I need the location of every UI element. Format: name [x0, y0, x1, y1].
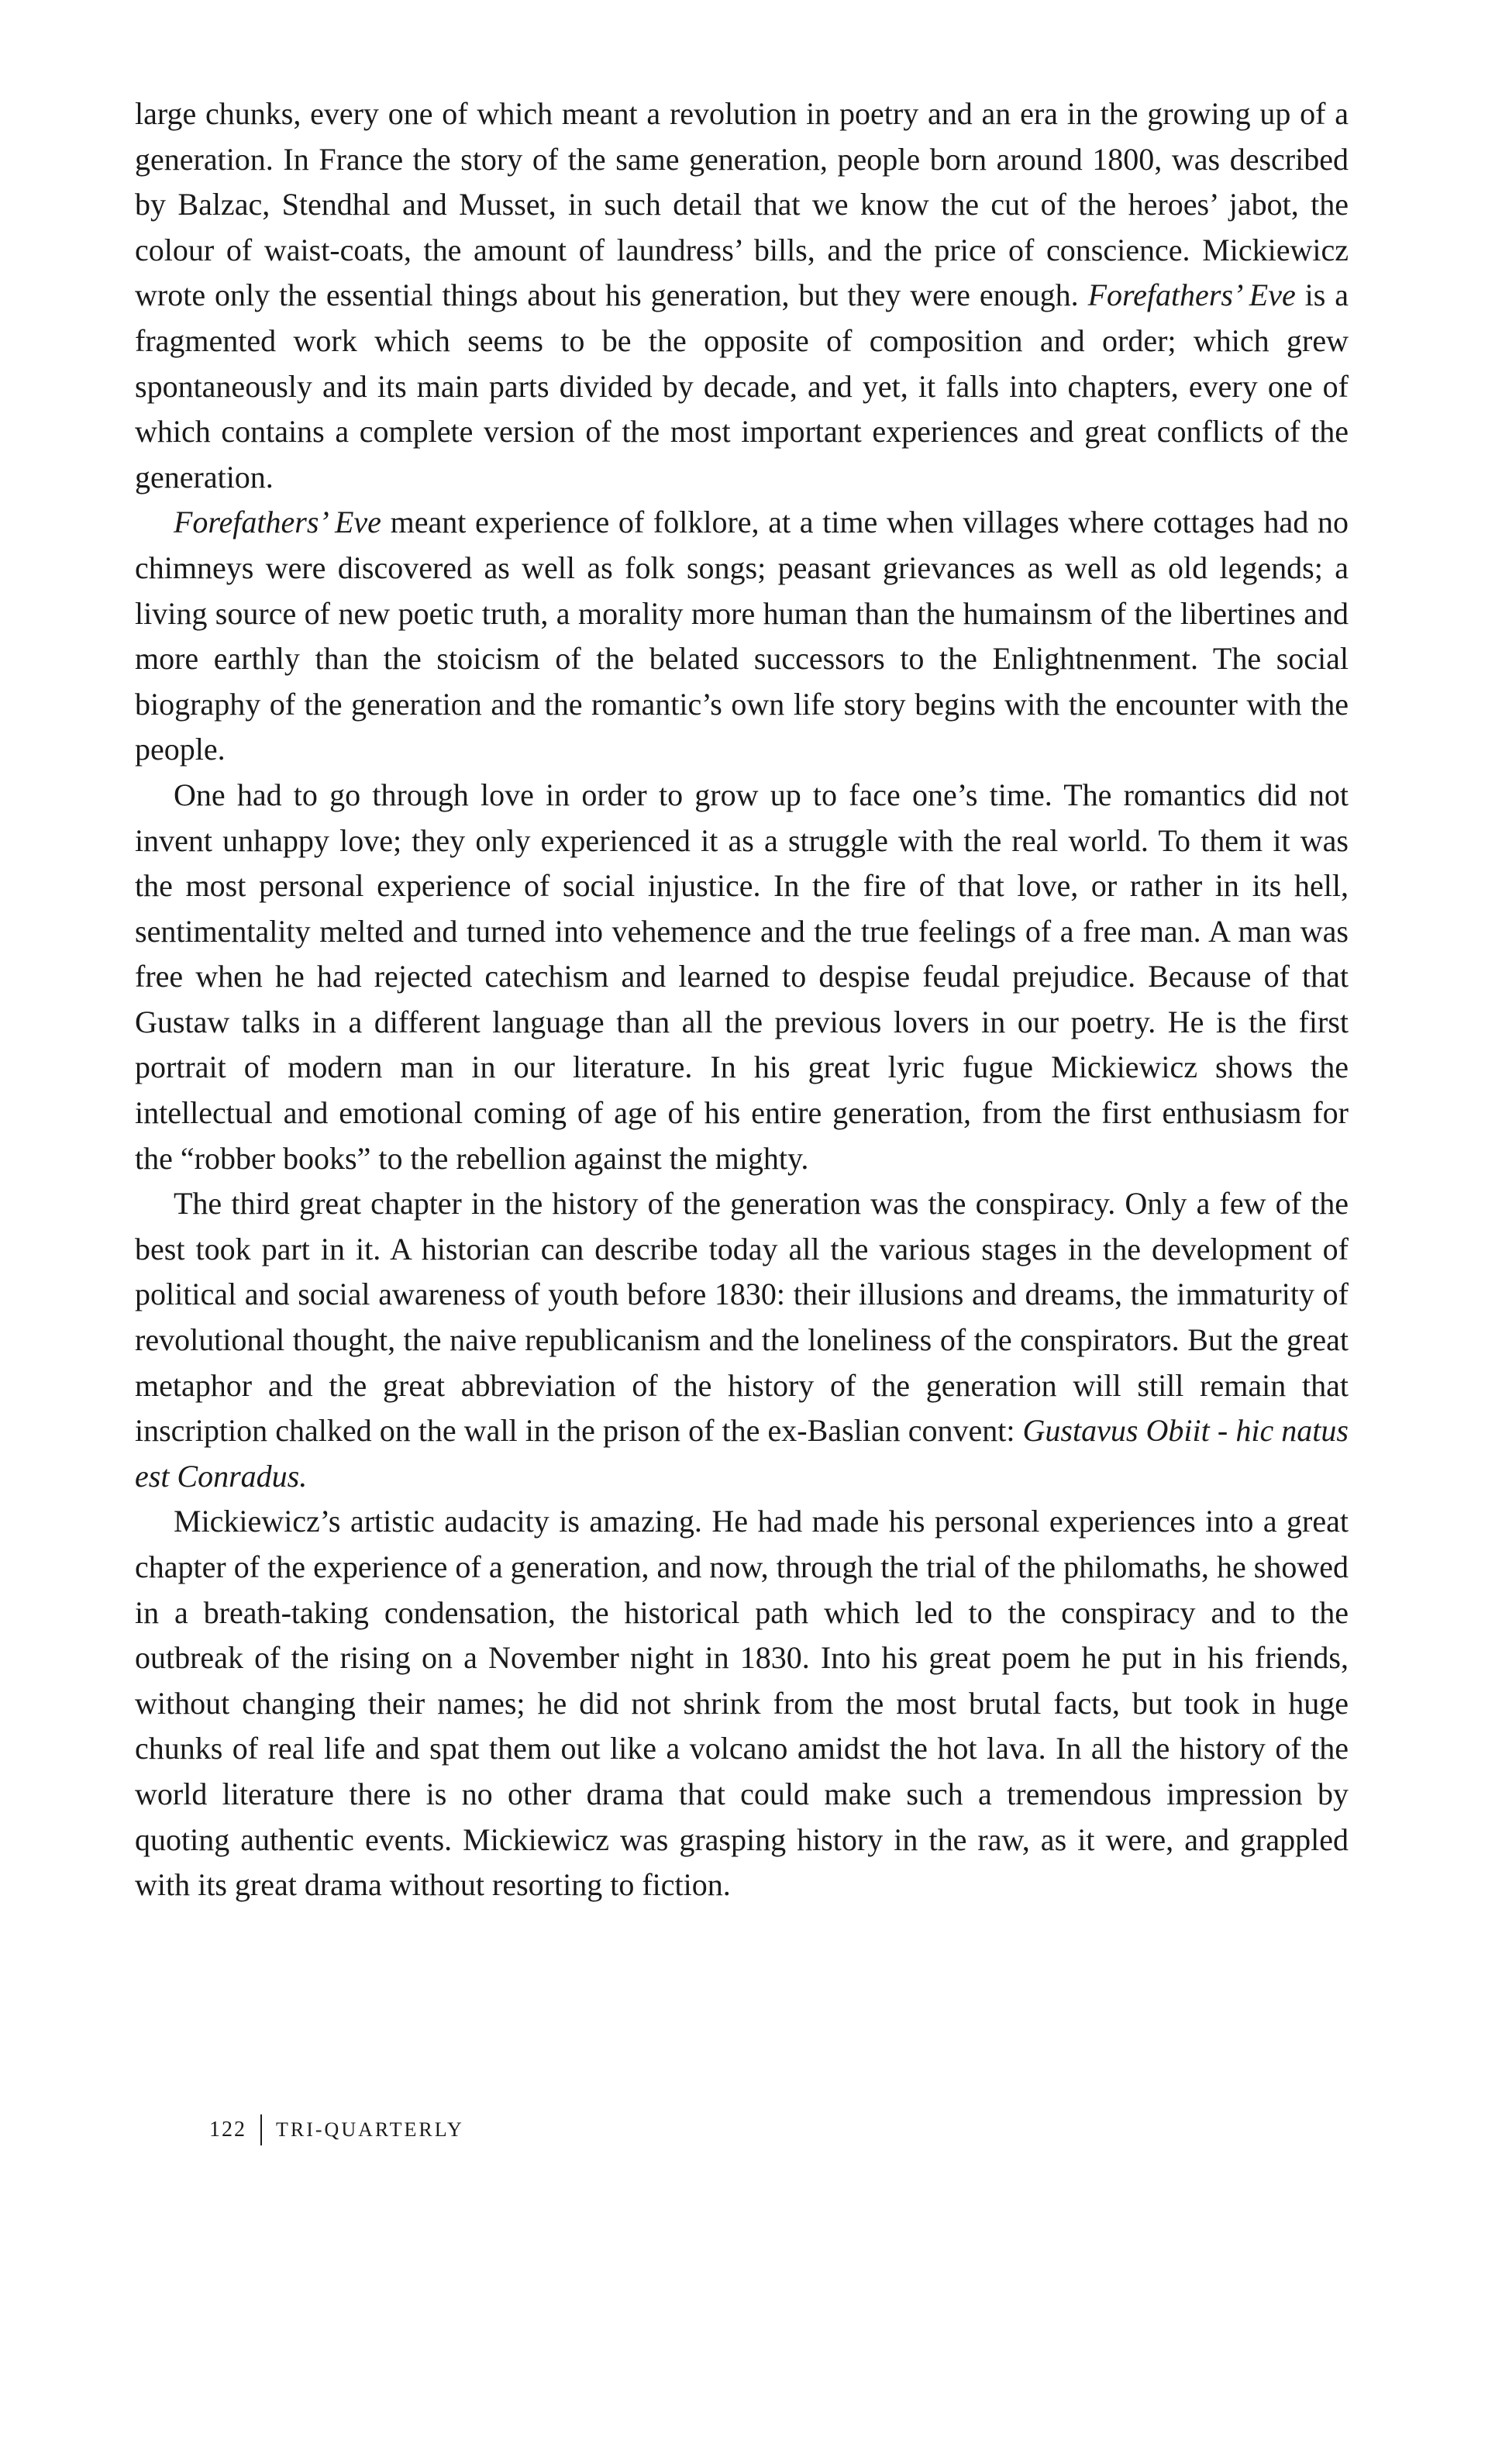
paragraph-1: large chunks, every one of which meant a revolution in poetry and an era in the growing up of a generation. In France the story of the same generation, people born around 1800, was described by Balzac, Stendhal and Musset, in such detail that we know the cut of the heroes’ jabot, the colour of waist-coats, the amount of laundress’ bills, and the price of conscience. Mickiewicz wrote only the essential things about his generation, but they were enough. Forefathers’ Eve is a fragmented work which seems to be the opposite of composition and order; which grew spontaneously and its main parts divided by decade, and yet, it falls into chapters, every one of which contains a complete version of the most important experiences and great conflicts of the generation.	[135, 96, 1349, 495]
paragraph-5: Mickiewicz’s artistic audacity is amazing. He had made his personal experiences into a great chapter of the experience of a generation, and now, through the trial of the philomaths, he showed in a breath-taking condensation, the historical path which led to the conspiracy and to the outbreak of the rising on a November night in 1830. Into his great poem he put in his friends, without changing their names; he did not shrink from the most brutal facts, but took in huge chunks of real life and spat them out like a volcano amidst the hot lava. In all the history of the world literature there is no other drama that could make such a tremendous impression by quoting authentic events. Mickiewicz was grasping history in the raw, as it were, and grappled with its great drama without resorting to fiction.	[135, 1504, 1349, 1903]
page-number: 122	[209, 2118, 246, 2142]
paragraph-2: Forefathers’ Eve meant experience of folklore, at a time when villages where cottages had no chimneys were discovered as well as folk songs; peasant grievances as well as old legends; a living source of new poetic truth, a morality more human than the humainsm of the libertines and more earthly than the stoicism of the belated successors to the Enlightnenment. The social biography of the generation and the romantic’s own life story begins with the encounter with the people.	[135, 505, 1349, 767]
page-footer	[209, 2114, 464, 2145]
journal-title: TRI-QUARTERLY	[276, 2118, 464, 2141]
paragraph-4: The third great chapter in the history of the generation was the conspiracy. Only a few of the best took part in it. A historian can describe today all the various stages in the development of political and social awareness of youth before 1830: their illusions and dreams, the immaturity of revolutional thought, the naive republicanism and the loneliness of the conspirators. But the great metaphor and the great abbreviation of the history of the generation will still remain that inscription chalked on the wall in the prison of the ex-Baslian convent: Gustavus Obiit - hic natus est Conradus.	[135, 1186, 1349, 1494]
paragraph-3: One had to go through love in order to grow up to face one’s time. The romantics did not invent unhappy love; they only experienced it as a struggle with the real world. To them it was the most personal experience of social injustice. In the fire of that love, or rather in its hell, sentimentality melted and turned into vehemence and the true feelings of a free man. A man was free when he had rejected catechism and learned to despise feudal prejudice. Because of that Gustaw talks in a different language than all the previous lovers in our poetry. He is the first portrait of modern man in our literature. In his great lyric fugue Mickiewicz shows the intellectual and emotional coming of age of his entire generation, from the first enthusiasm for the “robber books” to the rebellion against the mighty.	[135, 777, 1349, 1176]
article-body	[135, 91, 1349, 1908]
footer-divider	[260, 2114, 262, 2145]
